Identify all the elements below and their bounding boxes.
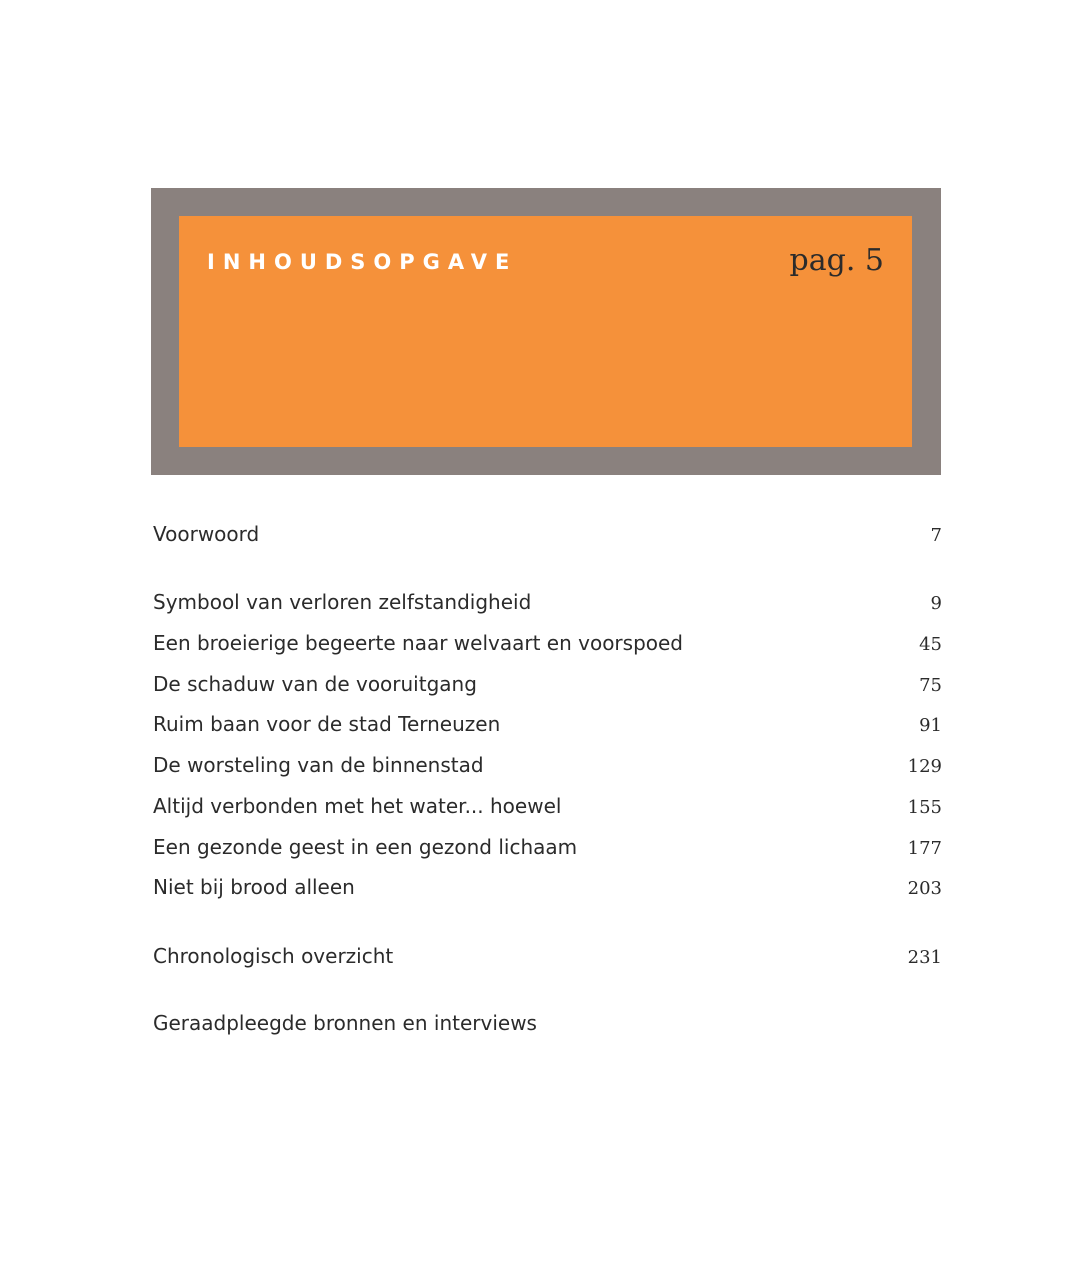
- toc-entry-chapter-8[interactable]: [153, 875, 942, 905]
- toc-entry-title: Een broeierige begeerte naar welvaart en voorspoed: [153, 631, 683, 655]
- toc-entry-page: 129: [907, 756, 942, 777]
- toc-entry-chronologisch-overzicht[interactable]: [153, 944, 942, 974]
- page-number-label: pag. 5: [789, 243, 884, 278]
- toc-entry-page: 155: [907, 797, 942, 818]
- toc-entry-title: Geraadpleegde bronnen en interviews: [153, 1011, 537, 1035]
- toc-entry-chapter-2[interactable]: [153, 631, 942, 661]
- toc-entry-title: Niet bij brood alleen: [153, 875, 355, 899]
- toc-entry-title: De worsteling van de binnenstad: [153, 753, 484, 777]
- toc-entry-title: Altijd verbonden met het water... hoewel: [153, 794, 562, 818]
- toc-entry-page: 203: [907, 878, 942, 899]
- toc-entry-title: Voorwoord: [153, 522, 260, 546]
- toc-entry-chapter-7[interactable]: [153, 835, 942, 865]
- header-frame: [151, 188, 941, 475]
- toc-entry-title: De schaduw van de vooruitgang: [153, 672, 477, 696]
- toc-entry-page: 91: [919, 715, 942, 736]
- toc-entry-page: 45: [919, 634, 942, 655]
- toc-entry-chapter-4[interactable]: [153, 712, 942, 742]
- page-title: INHOUDSOPGAVE: [207, 250, 518, 274]
- toc-entry-page: 231: [907, 947, 942, 968]
- toc-entry-bronnen[interactable]: [153, 1011, 942, 1041]
- toc-entry-chapter-1[interactable]: [153, 590, 942, 620]
- toc-entry-title: Chronologisch overzicht: [153, 944, 394, 968]
- toc-entry-chapter-3[interactable]: [153, 672, 942, 702]
- toc-entry-chapter-5[interactable]: [153, 753, 942, 783]
- toc-entry-page: 7: [930, 525, 942, 546]
- toc-entry-title: Symbool van verloren zelfstandigheid: [153, 590, 532, 614]
- toc-entry-voorwoord[interactable]: [153, 522, 942, 552]
- toc-entry-page: 75: [919, 675, 942, 696]
- toc-entry-chapter-6[interactable]: [153, 794, 942, 824]
- toc-entry-page: 9: [930, 593, 942, 614]
- toc-entry-title: Een gezonde geest in een gezond lichaam: [153, 835, 578, 859]
- header-panel: [179, 216, 912, 447]
- toc-entry-title: Ruim baan voor de stad Terneuzen: [153, 712, 501, 736]
- toc-entry-page: 177: [907, 838, 942, 859]
